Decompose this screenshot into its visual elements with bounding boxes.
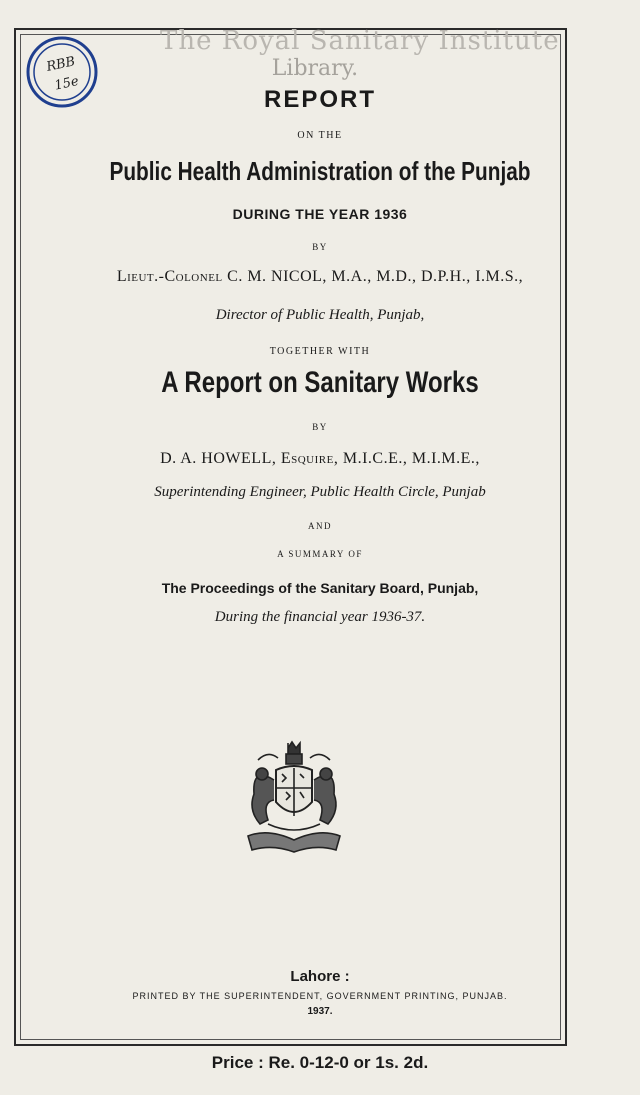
- engineer-role: Superintending Engineer, Public Health Circle, Punjab: [154, 484, 486, 500]
- royal-coat-of-arms-icon: [238, 740, 350, 858]
- author-role: Director of Public Health, Punjab,: [215, 307, 425, 323]
- report-heading: REPORT: [263, 86, 376, 113]
- together-with-text: TOGETHER WITH: [269, 346, 371, 357]
- main-title: Public Health Administration of the Punjab: [109, 156, 531, 186]
- engineer-name: D. A. HOWELL,: [160, 450, 277, 467]
- by-text-2: BY: [312, 422, 328, 432]
- engineer-quals: M.I.C.E., M.I.M.E.,: [342, 450, 480, 467]
- board-proceedings-line: The Proceedings of the Sanitary Board, Punjab,: [161, 580, 479, 596]
- summary-of-text: A SUMMARY OF: [277, 549, 363, 559]
- subtitle: A Report on Sanitary Works: [161, 366, 479, 399]
- author-name: C. M. NICOL, M.A., M.D., D.P.H., I.M.S.,: [227, 268, 524, 285]
- by-text: BY: [312, 242, 328, 252]
- price-line: Price : Re. 0-12-0 or 1s. 2d.: [211, 1053, 429, 1072]
- engineer-title: Esquire,: [280, 450, 339, 467]
- financial-year-line: During the financial year 1936-37.: [214, 609, 426, 625]
- and-text: AND: [308, 521, 332, 531]
- library-stamp-line: The Royal Sanitary Institute: [160, 26, 560, 56]
- engineer-line: [0, 450, 640, 468]
- imprint-year: 1937.: [307, 1006, 333, 1017]
- seal-text-lower: 15e: [53, 73, 81, 94]
- on-the-text: ON THE: [297, 130, 343, 141]
- imprint-place: Lahore :: [290, 968, 350, 985]
- library-stamp-label: Library.: [271, 56, 359, 81]
- author-rank: Lieut.-Colonel: [116, 268, 223, 285]
- imprint-printer: PRINTED BY THE SUPERINTENDENT, GOVERNMENT PRINTING, PUNJAB.: [132, 991, 508, 1001]
- seal-text-upper: RBB: [45, 54, 77, 75]
- during-year-line: DURING THE YEAR 1936: [232, 206, 408, 222]
- author-line: [0, 268, 640, 286]
